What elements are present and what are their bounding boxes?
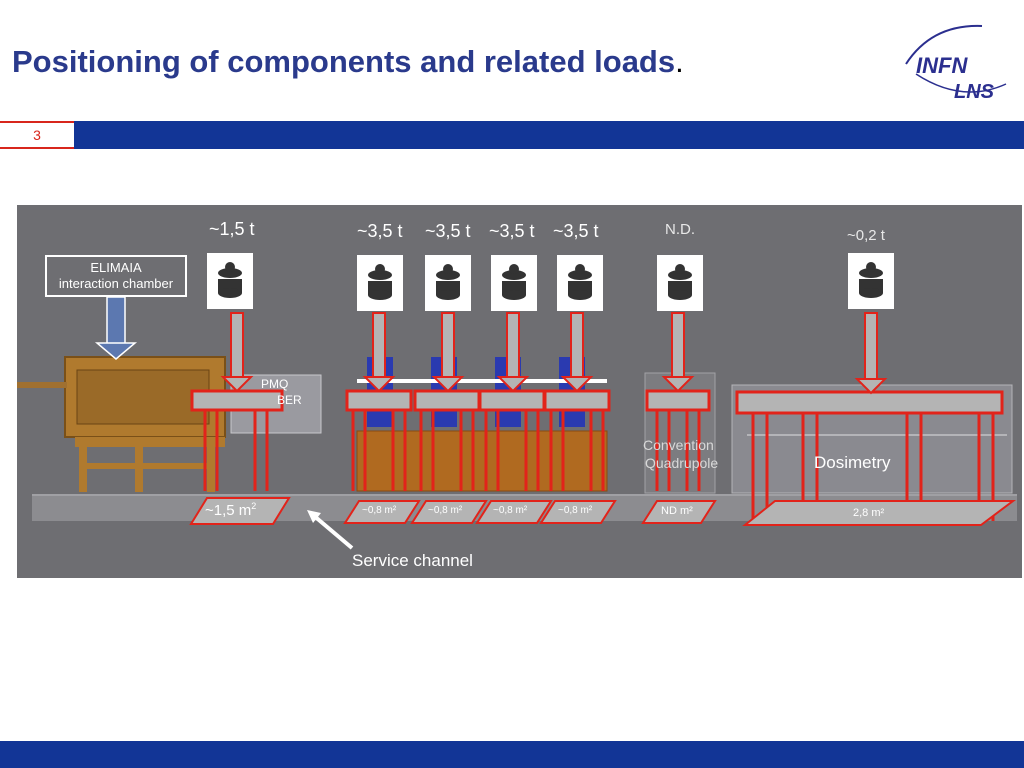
title-dot: . (675, 44, 684, 79)
weight-icon (425, 255, 471, 311)
load-label: ~3,5 t (357, 221, 403, 241)
load-label: ~3,5 t (489, 221, 535, 241)
callout-line2: interaction chamber (58, 276, 174, 291)
interaction-chamber (17, 357, 225, 492)
weight-icon (557, 255, 603, 311)
load-label: ~1,5 t (209, 219, 255, 239)
logo-line2: LNS (954, 81, 994, 103)
weight-icon (357, 255, 403, 311)
dosimetry-label: Dosimetry (814, 453, 891, 472)
area-label: ND m² (661, 505, 693, 517)
chamber-label: BER (277, 393, 302, 407)
header-bar (0, 121, 1024, 149)
weight-icon (657, 255, 703, 311)
page-title (12, 44, 684, 80)
area-label: 2,8 m² (853, 507, 885, 519)
service-channel-label: Service channel (352, 551, 473, 570)
area-superscript: 2 (251, 501, 257, 511)
load-label: N.D. (665, 221, 695, 238)
elimaia-callout (45, 255, 187, 297)
pmq-label: PMQ (261, 377, 289, 391)
load-label: ~3,5 t (553, 221, 599, 241)
weight-icon (207, 253, 253, 309)
area-value: ~1,5 m (205, 502, 252, 519)
beamline-diagram (17, 205, 1022, 578)
load-label: ~3,5 t (425, 221, 471, 241)
logo-line1: INFN (916, 53, 968, 78)
weight-icon (848, 253, 894, 309)
infn-lns-logo (902, 18, 1014, 108)
slide-number: 3 (0, 121, 74, 149)
quadrupole-label: Quadrupole (645, 455, 719, 471)
area-label: ~0,8 m² (362, 505, 397, 516)
area-label: ~0,8 m² (558, 505, 593, 516)
area-label (205, 501, 256, 519)
area-label: ~0,8 m² (428, 505, 463, 516)
conventional-label: Convention (643, 437, 714, 453)
weight-icon (491, 255, 537, 311)
load-label: ~0,2 t (847, 227, 885, 244)
area-label: ~0,8 m² (493, 505, 528, 516)
title-text: Positioning of components and related loads (12, 44, 676, 79)
callout-arrow-shaft (107, 297, 125, 345)
footer-bar (0, 741, 1024, 768)
callout-line1: ELIMAIA (90, 260, 142, 275)
